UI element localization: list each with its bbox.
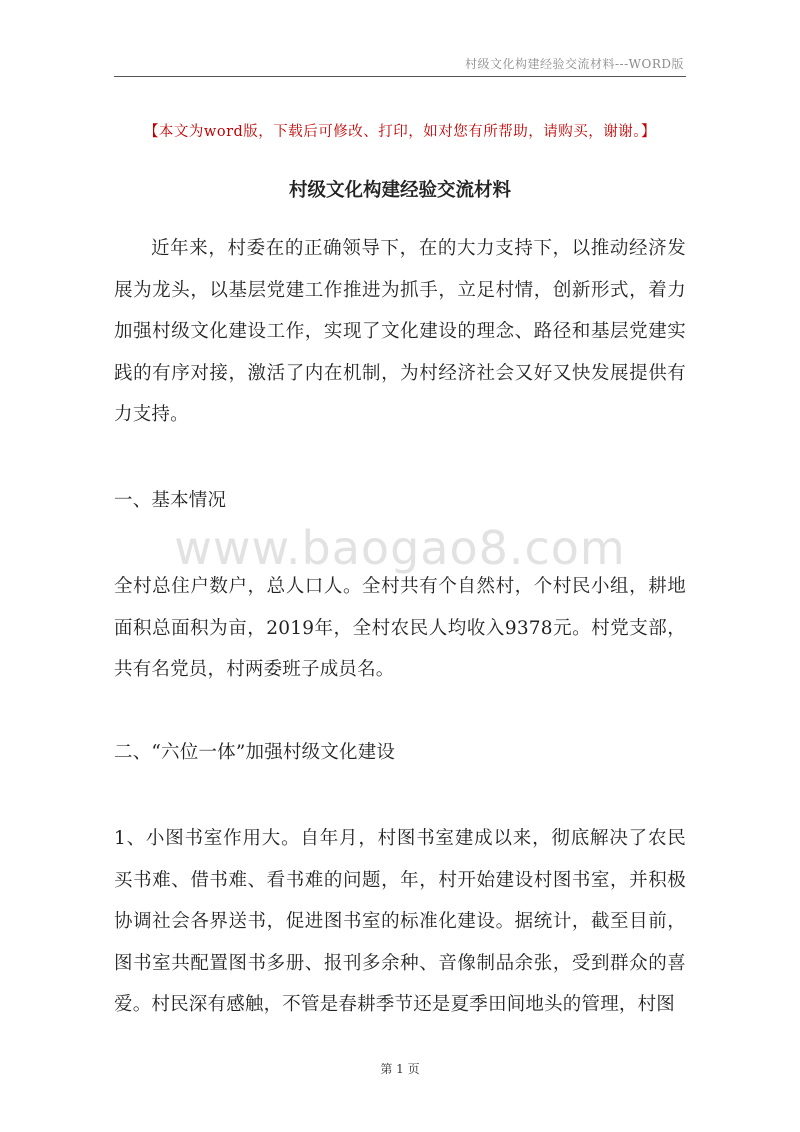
section-2-heading: 二、“六位一体”加强村级文化建设	[114, 742, 396, 763]
section-2-body: 1、小图书室作用大。自年月，村图书室建成以来，彻底解决了农民买书难、借书难、看书难的问题，年，村开始建设村图书室，并积极协调社会各界送书，促进图书室的标准化建设。据统计，截至目前，图书室共配置图书多册、报刊多余种、音像制品余张，受到群众的喜爱。村民深有感触，不管是春耕季节还是夏季田间地头的管理，村图	[114, 828, 686, 1015]
running-header-title: 村级文化构建经验交流材料---WORD版	[465, 57, 684, 71]
section-1-body: 全村总住户数户，总人口人。全村共有个自然村，个村民小组，耕地面积总面积为亩，2019年，全村农民人均收入9378元。村党支部，共有名党员，村两委班子成员名。	[114, 576, 686, 680]
section-1-heading: 一、基本情况	[114, 490, 227, 511]
header-divider	[114, 76, 686, 77]
site-watermark: www.baogao8.com	[174, 521, 626, 575]
document-title: 村级文化构建经验交流材料	[288, 180, 511, 201]
purchase-notice: 【本文为word版，下载后可修改、打印，如对您有所帮助，请购买，谢谢。】	[143, 124, 657, 140]
page-number: 第 1 页	[380, 1062, 420, 1076]
intro-paragraph: 近年来，村委在的正确领导下，在的大力支持下，以推动经济发展为龙头，以基层党建工作推进为抓手，立足村情，创新形式，着力加强村级文化建设工作，实现了文化建设的理念、路径和基层党建实践的有序对接，激活了内在机制，为村经济社会又好又快发展提供有力支持。	[114, 238, 686, 425]
